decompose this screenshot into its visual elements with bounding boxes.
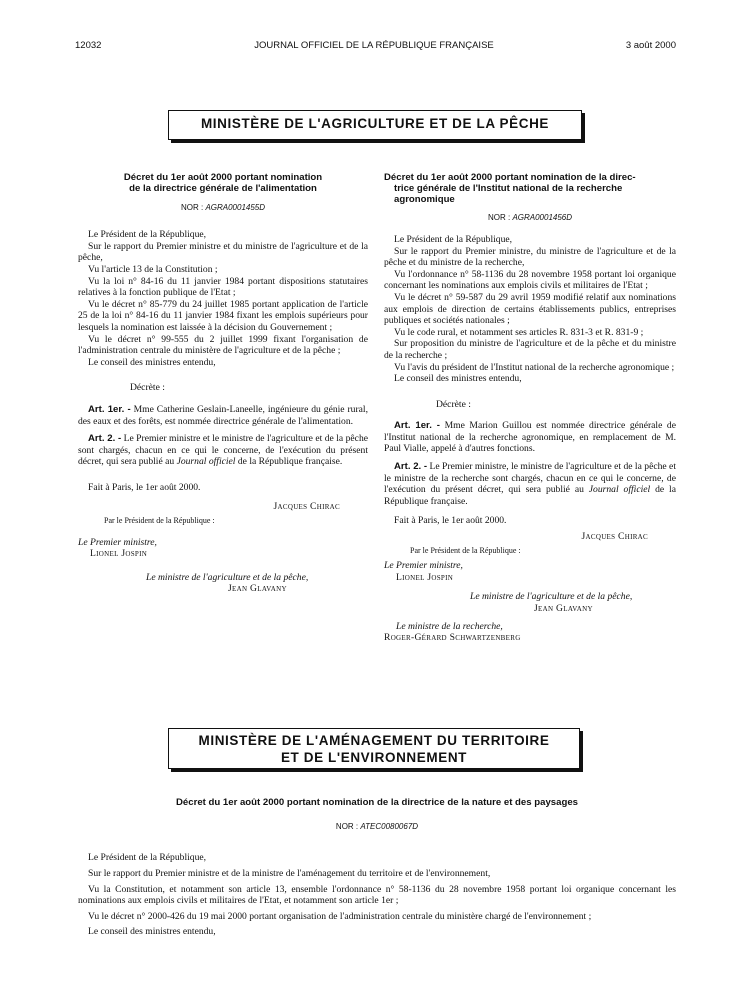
fait-a-paris: Fait à Paris, le 1er août 2000. [394, 515, 507, 527]
decree-bottom-nor [78, 821, 676, 833]
article-2-label: Art. 2. - [88, 433, 122, 445]
decree-right-title-line1: Décret du 1er août 2000 portant nomination de la direc- [384, 172, 636, 183]
article-1 [78, 404, 368, 427]
decrete-label: Décrète : [436, 398, 471, 410]
nor-code: ATEC0080067D [360, 821, 419, 831]
minister-recherche-title: Le ministre de la recherche, [396, 620, 503, 632]
ministry-agriculture-name: MINISTÈRE DE L'AGRICULTURE ET DE LA PÊCHE [200, 116, 550, 131]
decree-left-title-line1: Décret du 1er août 2000 portant nomination [123, 172, 323, 183]
article-2 [78, 433, 368, 468]
minister-recherche-name: Roger-Gérard Schwartzenberg [384, 632, 521, 644]
article-2-text-end: de la République française. [237, 456, 343, 468]
minister-agriculture-title: Le ministre de l'agriculture et de la pêche, [470, 591, 633, 603]
paragraph: Le conseil des ministres entendu, [88, 356, 216, 368]
article-1-label: Art. 1er. - [394, 420, 440, 432]
paragraph: Le conseil des ministres entendu, [394, 373, 522, 385]
pm-name: Lionel Jospin [90, 548, 148, 560]
decrete-label: Décrète : [130, 382, 165, 394]
fait-a-paris: Fait à Paris, le 1er août 2000. [88, 481, 201, 493]
paragraph: Vu le décret n° 2000-426 du 19 mai 2000 portant organisation de l'administration centrale du ministère chargé de l'environnement ; [88, 910, 592, 922]
page-number: 12032 [75, 40, 102, 51]
decree-bottom-title: Décret du 1er août 2000 portant nomination de la directrice de la nature et des paysages [175, 797, 578, 808]
article-1-label: Art. 1er. - [88, 403, 131, 415]
nor-label: NOR : [335, 821, 359, 831]
article-2-label: Art. 2. - [394, 461, 428, 473]
journal-officiel-ref: Journal officiel [176, 456, 236, 468]
nor-label: NOR : [180, 202, 204, 212]
paragraph: Vu l'ordonnance n° 58-1136 du 28 novembre 1958 portant loi organique concernant les nominations aux emplois civils et militaires de l'Etat ; [384, 268, 676, 292]
article-1-text: Mme Marion Guillou est nommée directrice générale de l'Institut national de la recherche agronomique, en remplacement de M. Paul Vialle, appelé à d'autres fonctions. [384, 420, 676, 455]
pm-name: Lionel Jospin [396, 571, 454, 583]
decree-right-title [384, 173, 676, 205]
decree-right-nor [384, 212, 676, 224]
article-1 [384, 420, 676, 455]
decree-left-title [78, 173, 368, 195]
article-2-text-end: de la République française. [384, 484, 676, 507]
journal-officiel-ref: Journal officiel [588, 484, 651, 496]
ministry-environnement-heading [168, 728, 580, 769]
nor-label: NOR : [487, 213, 511, 223]
issue-date: 3 août 2000 [625, 40, 676, 51]
nor-code: AGRA0001455D [205, 202, 266, 212]
article-1-text: Mme Catherine Geslain-Laneelle, ingénieure du génie rural, des eaux et des forêts, est nommée directrice générale de l'alimentation. [78, 403, 368, 427]
decree-right [384, 173, 676, 644]
par-le-president: Par le Président de la République : [104, 516, 215, 526]
article-2-text: Le Premier ministre, le ministre de l'agriculture et de la pêche et le ministre de la recherche sont chargés, chacun en ce qui le concerne, de l'exécution du présent décret, qui sera publié au [384, 461, 676, 496]
paragraph: Le Président de la République, [88, 229, 207, 241]
decree-left-nor [78, 202, 368, 214]
minister-name: Jean Glavany [228, 583, 287, 595]
president-signature: Jacques Chirac [581, 531, 648, 543]
decree-left [78, 173, 368, 595]
par-le-president: Par le Président de la République : [410, 545, 521, 555]
journal-title: JOURNAL OFFICIEL DE LA RÉPUBLIQUE FRANÇAISE [254, 40, 494, 51]
paragraph: Sur le rapport du Premier ministre et de la ministre de l'aménagement du territoire et de l'environnement, [88, 867, 491, 879]
paragraph: Vu le code rural, et notamment ses articles R. 831-3 et R. 831-9 ; [394, 326, 644, 338]
ministry-agriculture-heading [168, 110, 582, 140]
pm-title: Le Premier ministre, [384, 560, 463, 572]
paragraph: Vu la loi n° 84-16 du 11 janvier 1984 portant dispositions statutaires relatives à la fonction publique de l'Etat ; [78, 275, 368, 299]
paragraph: Vu l'article 13 de la Constitution ; [88, 263, 218, 275]
decree-right-title-line2: trice générale de l'Institut national de la recherche [394, 182, 623, 194]
paragraph: Sur le rapport du Premier ministre et du ministre de l'agriculture et de la pêche, [78, 240, 368, 264]
president-signature: Jacques Chirac [273, 501, 340, 513]
paragraph: Vu la Constitution, et notamment son article 13, ensemble l'ordonnance n° 58-1136 du 28 novembre 1958 portant loi organique concernant les nominations aux emplois civils et militaires de l'Etat, et notamment son article 1er ; [78, 883, 676, 907]
ministry-environnement-line2: ET DE L'ENVIRONNEMENT [280, 750, 468, 765]
paragraph: Vu l'avis du président de l'Institut national de la recherche agronomique ; [394, 361, 675, 373]
paragraph: Vu le décret n° 85-779 du 24 juillet 1985 portant application de l'article 25 de la loi n° 84-16 du 11 janvier 1984 fixant les emplois supérieurs pour lesquels la nomination est laissée à la décision du Gouvernement ; [78, 298, 368, 333]
paragraph: Sur le rapport du Premier ministre, du ministre de l'agriculture et de la pêche et du ministre de la recherche, [384, 245, 676, 269]
article-2 [384, 461, 676, 507]
article-2-text: Le Premier ministre et le ministre de l'agriculture et de la pêche sont chargés, chacun en ce qui le concerne, de l'exécution du présent décret, qui sera publié au [78, 433, 368, 468]
paragraph: Le conseil des ministres entendu, [88, 926, 216, 938]
decree-left-title-line2: de la directrice générale de l'alimentation [129, 182, 317, 194]
decree-right-title-line3: agronomique [394, 193, 455, 205]
paragraph: Vu le décret n° 59-587 du 29 avril 1959 modifié relatif aux nominations aux emplois de direction de certains établissements publics, entreprises publiques et sociétés nationales ; [384, 291, 676, 327]
paragraph: Le Président de la République, [88, 852, 207, 864]
minister-title: Le ministre de l'agriculture et de la pêche, [146, 571, 309, 583]
paragraph: Sur proposition du ministre de l'agriculture et de la pêche et du ministre de la recherche ; [384, 338, 676, 361]
paragraph: Vu le décret n° 99-555 du 2 juillet 1999 fixant l'organisation de l'administration centrale du ministère de l'agriculture et de la pêche ; [78, 333, 368, 357]
pm-title: Le Premier ministre, [78, 536, 157, 548]
paragraph: Le Président de la République, [394, 233, 513, 245]
ministry-environnement-line1: MINISTÈRE DE L'AMÉNAGEMENT DU TERRITOIRE [198, 733, 550, 748]
nor-code: AGRA0001456D [512, 213, 573, 223]
decree-bottom [78, 798, 676, 938]
minister-agriculture-name: Jean Glavany [534, 603, 593, 615]
